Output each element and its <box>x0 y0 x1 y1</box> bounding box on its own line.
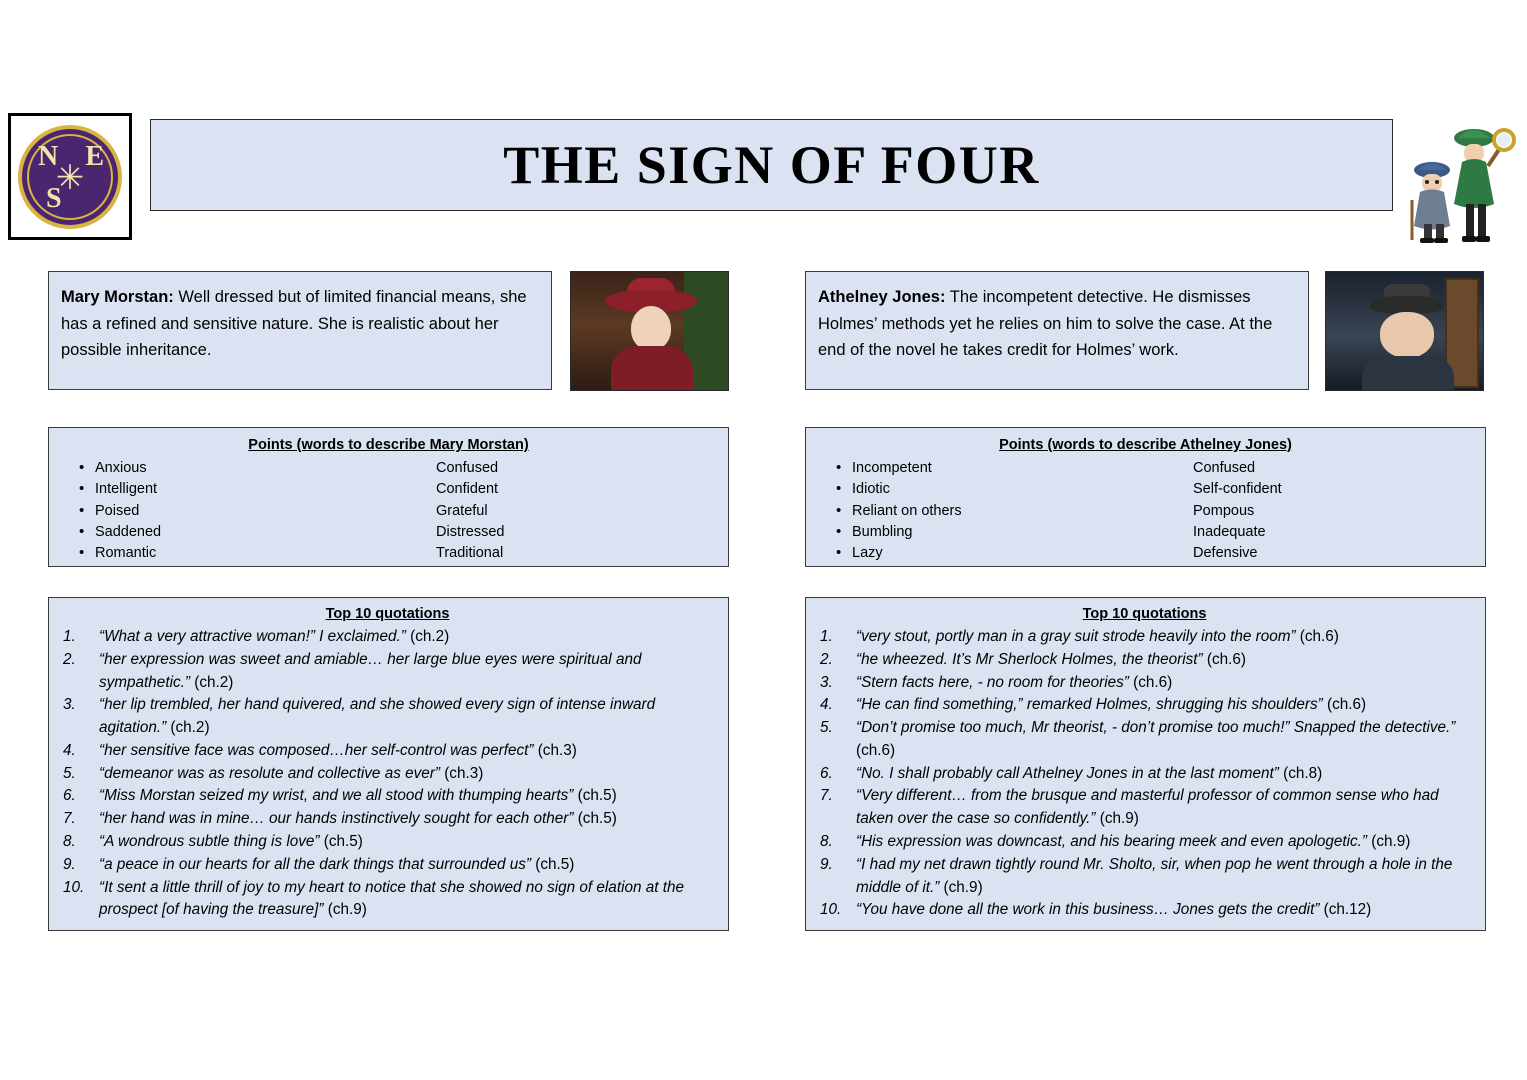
quotation-item <box>816 785 1473 831</box>
face <box>1380 312 1434 358</box>
quotation-text: “Miss Morstan seized my wrist, and we all stood with thumping hearts” <box>99 787 574 805</box>
point-item: Distressed <box>436 523 505 540</box>
quotation-number: 6. <box>63 787 76 805</box>
quotation-number: 3. <box>63 696 76 714</box>
character-description-mary: Well dressed but of limited financial means, she has a refined and sensitive nature. She is realistic about her possible inheritance. <box>61 288 527 360</box>
quotation-number: 9. <box>820 855 833 873</box>
point-item: Confident <box>436 481 499 498</box>
quotation-number: 2. <box>820 650 833 668</box>
quotation-number: 9. <box>63 855 76 873</box>
quotation-number: 5. <box>63 764 76 782</box>
points-box-jones <box>805 427 1486 567</box>
quotation-reference: (ch.2) <box>405 628 450 645</box>
point-item: Defensive <box>1193 545 1258 562</box>
quotations-box-jones <box>805 597 1486 931</box>
points-column-1-mary <box>59 458 414 565</box>
face <box>631 306 671 350</box>
quotation-reference: (ch.8) <box>1278 764 1323 782</box>
school-logo <box>8 113 132 240</box>
torso <box>611 346 693 391</box>
detectives-illustration <box>1396 118 1522 248</box>
quotation-reference: (ch.9) <box>1095 810 1139 828</box>
point-item: • Bumbling <box>836 522 1171 543</box>
quotation-item <box>816 626 1473 649</box>
quotation-item <box>59 740 716 763</box>
quotation-number: 10. <box>63 878 85 896</box>
quotation-number: 5. <box>820 719 833 737</box>
quotations-box-mary <box>48 597 729 931</box>
points-column-2-mary <box>414 458 716 565</box>
quotation-item <box>816 717 1473 763</box>
points-column-2-jones <box>1171 458 1473 565</box>
quotation-reference: (ch.3) <box>533 741 577 759</box>
quotation-reference: (ch.6) <box>1128 673 1173 691</box>
quotation-text: “A wondrous subtle thing is love” <box>99 833 320 851</box>
quotation-reference: (ch.9) <box>939 878 983 896</box>
page-title: THE SIGN OF FOUR <box>503 135 1040 195</box>
quotation-text: “her lip trembled, her hand quivered, and she showed every sign of intense inward agitation.” <box>99 696 656 737</box>
quotation-reference: (ch.5) <box>573 787 617 805</box>
quotation-reference: (ch.6) <box>1295 628 1339 645</box>
quotation-item <box>59 877 716 923</box>
quotation-reference: (ch.12) <box>1319 901 1372 919</box>
quotation-text: “her hand was in mine… our hands instinctively sought for each other” <box>99 810 574 828</box>
point-item: • Intelligent <box>79 479 414 500</box>
quotation-reference: (ch.5) <box>319 833 363 851</box>
point-item: Self-confident <box>1193 481 1282 498</box>
mary-morstan-image <box>570 271 729 391</box>
character-description-jones: The incompetent detective. He dismisses Holmes’ methods yet he relies on him to solve the case. At the end of the novel he takes credit for Holmes’ work. <box>818 288 1273 360</box>
quotation-number: 8. <box>63 833 76 851</box>
quotation-number: 1. <box>63 628 76 645</box>
point-item: • Romantic <box>79 543 414 564</box>
point-item: • Idiotic <box>836 479 1171 500</box>
quotation-number: 10. <box>820 901 842 919</box>
quotation-text: “he wheezed. It’s Mr Sherlock Holmes, the theorist” <box>856 650 1203 668</box>
quotation-item <box>816 763 1473 786</box>
quotation-item <box>816 854 1473 900</box>
quotation-text: “His expression was downcast, and his bearing meek and even apologetic.” <box>856 833 1368 851</box>
logo-letter-e: E <box>85 140 104 172</box>
point-item: • Incompetent <box>836 458 1171 479</box>
quotation-reference: (ch.9) <box>323 901 367 919</box>
quotation-number: 7. <box>820 787 833 805</box>
points-column-1-jones <box>816 458 1171 565</box>
quotation-text: “Don’t promise too much, Mr theorist, - don’t promise too much!” Snapped the detective.” <box>856 719 1456 737</box>
quotations-title-jones: Top 10 quotations <box>1082 606 1207 622</box>
character-card-mary <box>48 271 552 390</box>
quotation-item <box>59 626 716 649</box>
quotation-text: “He can find something,” remarked Holmes, shrugging his shoulders” <box>856 696 1323 714</box>
point-item: Grateful <box>436 502 488 519</box>
quotation-number: 3. <box>820 673 833 691</box>
quotation-reference: (ch.2) <box>166 719 210 737</box>
title-banner <box>150 119 1393 211</box>
quotation-number: 2. <box>63 650 76 668</box>
quotation-text: “Very different… from the brusque and masterful professor of common sense who had taken over the case so confidently.” <box>856 787 1439 828</box>
quotation-text: “her sensitive face was composed…her self-control was perfect” <box>99 741 534 759</box>
quotation-item <box>59 694 716 740</box>
athelney-jones-image <box>1325 271 1484 391</box>
quotation-text: “What a very attractive woman!” I exclaimed.” <box>99 628 406 645</box>
point-item: Confused <box>1193 460 1256 476</box>
quotation-item <box>816 672 1473 695</box>
quotation-number: 7. <box>63 810 76 828</box>
quotation-text: “demeanor was as resolute and collective as ever” <box>99 764 440 782</box>
quotation-number: 4. <box>63 741 76 759</box>
quotation-reference: (ch.3) <box>439 764 484 782</box>
quotation-number: 8. <box>820 833 833 851</box>
quotation-text: “No. I shall probably call Athelney Jones in at the last moment” <box>856 764 1279 782</box>
point-item: • Saddened <box>79 522 414 543</box>
quotation-reference: (ch.2) <box>189 673 234 691</box>
quotation-item <box>816 649 1473 672</box>
quotation-reference: (ch.5) <box>530 855 575 873</box>
point-item: • Anxious <box>79 458 414 479</box>
quotation-item <box>59 831 716 854</box>
point-item: Confused <box>436 460 499 476</box>
point-item: • Lazy <box>836 543 1171 564</box>
points-box-mary <box>48 427 729 567</box>
character-card-jones <box>805 271 1309 390</box>
quotation-text: “a peace in our hearts for all the dark things that surrounded us” <box>99 855 531 873</box>
point-item: Inadequate <box>1193 523 1266 540</box>
logo-star-icon: ✳ <box>55 159 85 198</box>
point-item: • Reliant on others <box>836 501 1171 522</box>
quotation-item <box>59 649 716 695</box>
point-item: • Poised <box>79 501 414 522</box>
quotation-text: “her expression was sweet and amiable… her large blue eyes were spiritual and sympathetic.” <box>99 650 642 691</box>
quotation-reference: (ch.6) <box>1202 650 1246 668</box>
quotation-reference: (ch.5) <box>573 810 617 828</box>
logo-circle <box>18 125 122 229</box>
quotation-text: “Stern facts here, - no room for theories” <box>856 673 1129 691</box>
quotations-title-mary: Top 10 quotations <box>325 606 450 622</box>
torso <box>1362 356 1454 391</box>
quotation-reference: (ch.9) <box>1367 833 1411 851</box>
point-item: Pompous <box>1193 502 1255 519</box>
quotation-number: 4. <box>820 696 833 714</box>
quotation-item <box>59 808 716 831</box>
quotation-item <box>59 763 716 786</box>
points-title-jones: Points (words to describe Athelney Jones) <box>999 437 1292 453</box>
points-title-mary: Points (words to describe Mary Morstan) <box>248 437 529 453</box>
page-header <box>0 113 1527 243</box>
character-name-jones: Athelney Jones: <box>818 288 946 306</box>
quotation-number: 1. <box>820 628 833 645</box>
quotation-item <box>816 899 1473 922</box>
quotation-item <box>816 694 1473 717</box>
quotation-text: “very stout, portly man in a gray suit strode heavily into the room” <box>856 628 1296 645</box>
quotation-text: “I had my net drawn tightly round Mr. Sholto, sir, when pop he went through a hole in the middle of it.” <box>856 855 1453 896</box>
character-name-mary: Mary Morstan: <box>61 288 174 306</box>
quotation-text: “You have done all the work in this business… Jones gets the credit” <box>856 901 1320 919</box>
quotation-item <box>816 831 1473 854</box>
quotation-number: 6. <box>820 764 833 782</box>
logo-letter-s: S <box>46 182 62 214</box>
quotation-reference: (ch.6) <box>856 741 896 759</box>
quotation-item <box>59 854 716 877</box>
quotation-item <box>59 785 716 808</box>
quotation-reference: (ch.6) <box>1322 696 1367 714</box>
logo-letter-n: N <box>38 140 59 172</box>
point-item: Traditional <box>436 545 504 562</box>
quotation-text: “It sent a little thrill of joy to my heart to notice that she showed no sign of elation at the prospect [of having the treasure]” <box>99 878 685 919</box>
